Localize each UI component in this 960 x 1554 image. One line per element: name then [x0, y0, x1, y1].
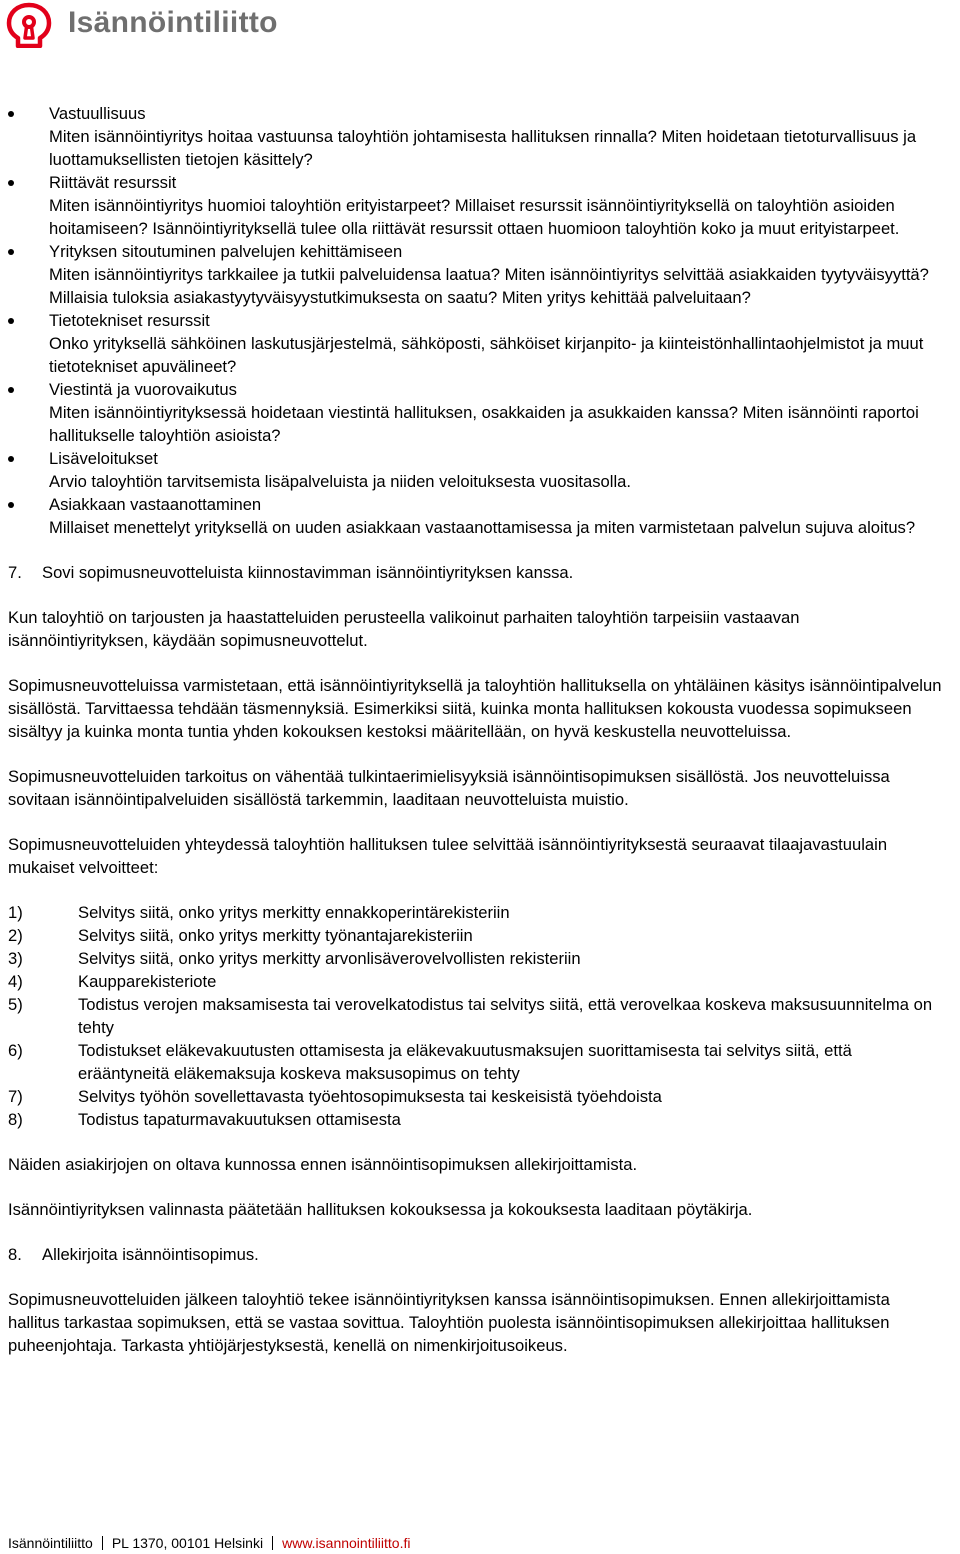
list-item [8, 240, 943, 309]
item-title: Viestintä ja vuorovaikutus [49, 380, 237, 399]
item-text: Selvitys siitä, onko yritys merkitty työnantajarekisteriin [78, 926, 473, 945]
obligations-list [8, 901, 943, 1131]
footer-org: Isännöintiliitto [8, 1535, 93, 1551]
bullet-icon [8, 502, 14, 508]
item-title: Lisäveloitukset [49, 449, 158, 468]
section-number: 8. [8, 1245, 22, 1264]
bullet-icon [8, 249, 14, 255]
list-item [8, 171, 943, 240]
item-number: 2) [8, 926, 23, 945]
paragraph: Sopimusneuvotteluiden tarkoitus on vähentää tulkintaerimielisyyksiä isännöintisopimuksen sisällöstä. Jos neuvotteluissa sovitaan isännöintipalveluiden sisällöstä tarkemmin, laaditaan neuvotteluista muistio. [8, 767, 890, 809]
item-text: Todistukset eläkevakuutusten ottamisesta ja eläkevakuutusmaksujen suorittamisesta tai selvitys siitä, että erääntyneitä eläkemaksuja koskeva maksusopimus on tehty [78, 1041, 852, 1083]
paragraph: Kun taloyhtiö on tarjousten ja haastatteluiden perusteella valikoinut parhaiten taloyhtiön tarpeisiin vastaavan isännöintiyrityksen, käydään sopimusneuvottelut. [8, 608, 800, 650]
item-text: Kaupparekisteriote [78, 972, 217, 991]
item-text: Selvitys työhön sovellettavasta työehtosopimuksesta tai keskeisistä työehdoista [78, 1087, 662, 1106]
bullet-icon [8, 318, 14, 324]
item-number: 5) [8, 995, 23, 1014]
numbered-item [8, 947, 943, 970]
item-text: Selvitys siitä, onko yritys merkitty ennakkoperintärekisteriin [78, 903, 510, 922]
item-title: Tietotekniset resurssit [49, 311, 210, 330]
item-number: 8) [8, 1110, 23, 1129]
bullet-icon [8, 456, 14, 462]
list-item [8, 447, 943, 493]
item-title: Vastuullisuus [49, 104, 146, 123]
list-item [8, 378, 943, 447]
paragraph: Sopimusneuvotteluiden yhteydessä taloyhtiön hallituksen tulee selvittää isännöintiyrityksestä seuraavat tilaajavastuulain mukaiset velvoitteet: [8, 835, 888, 877]
numbered-item [8, 901, 943, 924]
list-item [8, 102, 943, 171]
bullet-icon [8, 387, 14, 393]
item-title: Riittävät resurssit [49, 173, 177, 192]
keyhole-logo-icon [4, 2, 54, 48]
item-text: Miten isännöintiyrityksessä hoidetaan viestintä hallituksen, osakkaiden ja asukkaiden kanssa? Miten isännöinti raportoi hallitukselle taloyhtiön asioista? [49, 403, 919, 445]
item-text: Todistus verojen maksamisesta tai verovelkatodistus tai selvitys siitä, että verovelkaa koskeva maksusuunnitelma on tehty [78, 995, 933, 1037]
section-title: Allekirjoita isännöintisopimus. [42, 1245, 259, 1264]
paragraph: Sopimusneuvotteluissa varmistetaan, että isännöintiyrityksellä ja taloyhtiön hallituksella on yhtäläinen käsitys isännöintipalvelun sisällöstä. Tarvittaessa tehdään täsmennyksiä. Esimerkiksi siitä, kuinka monta hallituksen kokousta vuodessa sopimukseen sisältyy ja kuinka monta tuntia yhden kokouksen kestoksi määritellään, on hyvä keskustella neuvotteluissa. [8, 676, 942, 741]
item-text: Miten isännöintiyritys tarkkailee ja tutkii palveluidensa laatua? Miten isännöintiyritys selvittää asiakkaiden tyytyväisyyttä? Millaisia tuloksia asiakastyytyväisyystutkimuksesta on saatu? Miten yritys kehittää palveluitaan? [49, 265, 929, 307]
item-number: 6) [8, 1041, 23, 1060]
numbered-item [8, 1085, 943, 1108]
item-number: 3) [8, 949, 23, 968]
item-text: Millaiset menettelyt yrityksellä on uuden asiakkaan vastaanottamisessa ja miten varmistetaan palvelun sujuva aloitus? [49, 518, 916, 537]
item-text: Onko yrityksellä sähköinen laskutusjärjestelmä, sähköposti, sähköiset kirjanpito- ja kiinteistönhallintaohjelmistot ja muut tietotekniset apuvälineet? [49, 334, 924, 376]
item-text: Selvitys siitä, onko yritys merkitty arvonlisäverovelvollisten rekisteriin [78, 949, 581, 968]
numbered-item [8, 993, 943, 1039]
list-item [8, 309, 943, 378]
numbered-item [8, 924, 943, 947]
item-title: Asiakkaan vastaanottaminen [49, 495, 262, 514]
item-text: Miten isännöintiyritys huomioi taloyhtiön erityistarpeet? Millaiset resurssit isännöintiyrityksellä on taloyhtiön asioiden hoitamiseen? Isännöintiyrityksellä tulee olla riittävät resurssit ottaen huomioon taloyhtiön koko ja muut erityistarpeet. [49, 196, 900, 238]
footer-address: PL 1370, 00101 Helsinki [111, 1535, 264, 1551]
footer-divider [272, 1536, 273, 1550]
item-number: 7) [8, 1087, 23, 1106]
paragraph: Näiden asiakirjojen on oltava kunnossa ennen isännöintisopimuksen allekirjoittamista. [8, 1155, 638, 1174]
numbered-item [8, 1039, 943, 1085]
item-title: Yrityksen sitoutuminen palvelujen kehittämiseen [49, 242, 403, 261]
item-text: Arvio taloyhtiön tarvitsemista lisäpalveluista ja niiden veloituksesta vuositasolla. [49, 472, 631, 491]
document-body [8, 102, 943, 1357]
footer-divider [102, 1536, 103, 1550]
criteria-list [8, 102, 943, 539]
item-number: 1) [8, 903, 23, 922]
section-title: Sovi sopimusneuvotteluista kiinnostavimman isännöintiyrityksen kanssa. [42, 563, 574, 582]
bullet-icon [8, 180, 14, 186]
logo-text: Isännöintiliitto [68, 6, 278, 39]
paragraph: Isännöintiyrityksen valinnasta päätetään hallituksen kokouksessa ja kokouksesta laaditaan pöytäkirja. [8, 1200, 753, 1219]
section-8-heading [8, 1243, 943, 1266]
numbered-item [8, 970, 943, 993]
section-number: 7. [8, 563, 22, 582]
bullet-icon [8, 111, 14, 117]
item-text: Todistus tapaturmavakuutuksen ottamisesta [78, 1110, 401, 1129]
item-number: 4) [8, 972, 23, 991]
footer-website-link[interactable]: www.isannointiliitto.fi [282, 1535, 411, 1551]
numbered-item [8, 1108, 943, 1131]
section-7-heading [8, 561, 943, 584]
paragraph: Sopimusneuvotteluiden jälkeen taloyhtiö tekee isännöintiyrityksen kanssa isännöintisopimuksen. Ennen allekirjoittamista hallitus tarkastaa sopimuksen, että se vastaa sovittua. Taloyhtiön puolesta isännöintisopimuksen allekirjoittaa hallituksen puheenjohtaja. Tarkasta yhtiöjärjestyksestä, kenellä on nimenkirjoitusoikeus. [8, 1290, 890, 1355]
item-text: Miten isännöintiyritys hoitaa vastuunsa taloyhtiön johtamisesta hallituksen rinnalla? Miten hoidetaan tietoturvallisuus ja luottamuksellisten tietojen käsittely? [49, 127, 917, 169]
page-header [0, 0, 960, 52]
page-footer [8, 1534, 410, 1552]
list-item [8, 493, 943, 539]
